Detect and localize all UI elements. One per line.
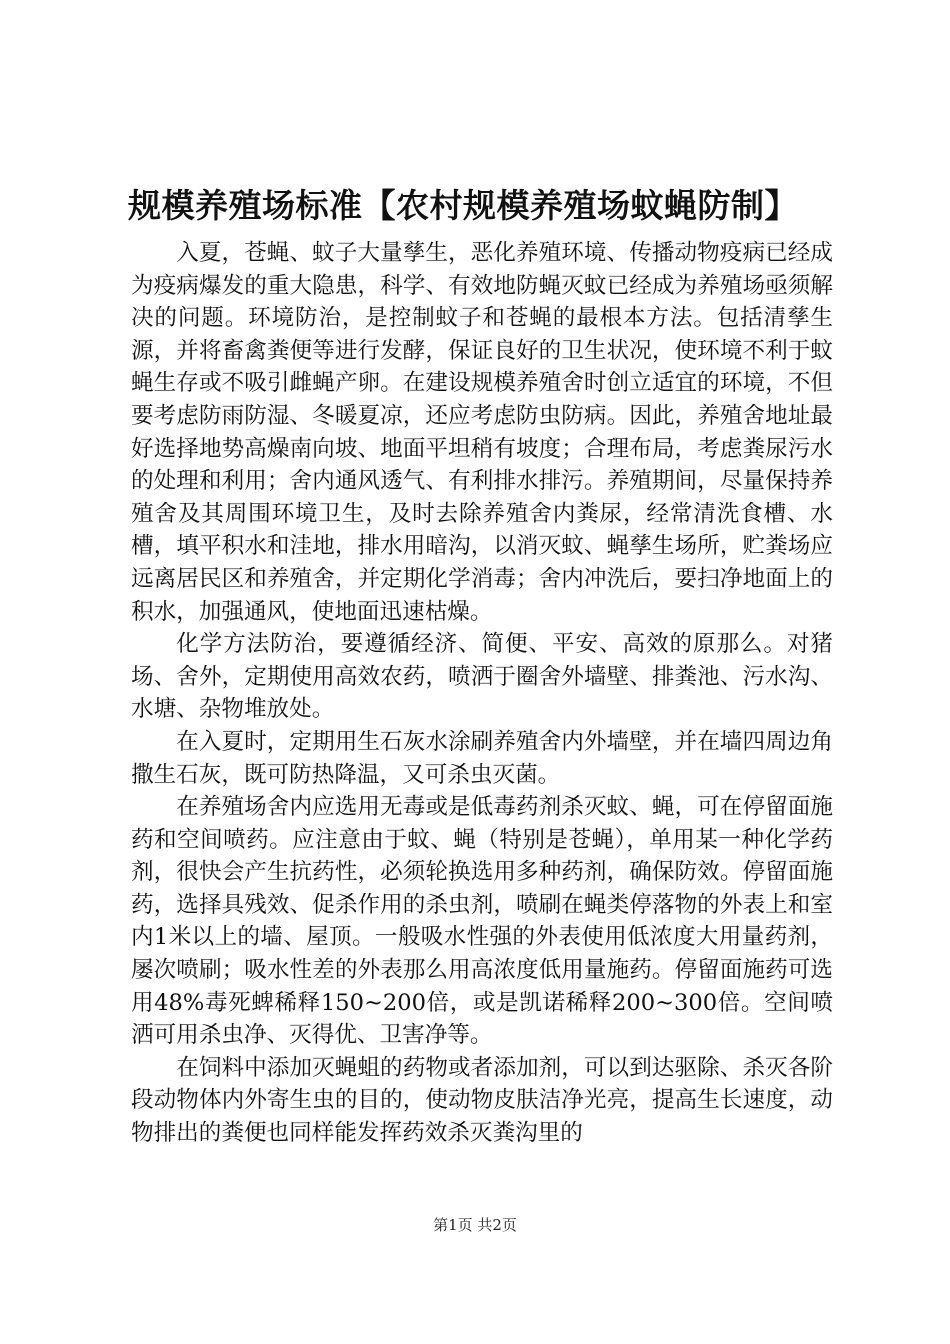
paragraph-4: 在养殖场舍内应选用无毒或是低毒药剂杀灭蚊、蝇，可在停留面施药和空间喷药。应注意由于蚊、蝇（特别是苍蝇），单用某一种化学药剂，很快会产生抗药性，必须轮换选用多种药剂，确保防效。停留面施药，选择具残效、促杀作用的杀虫剂，喷刷在蝇类停落物的外表上和室内1米以上的墙、屋顶。一般吸水性强的外表使用低浓度大用量药剂，屡次喷刷；吸水性差的外表那么用高浓度低用量施药。停留面施药可选用48%毒死蜱稀释150~200倍，或是凯诺稀释200~300倍。空间喷洒可用杀虫净、灭得优、卫害净等。 — [131, 794, 833, 1049]
paragraph-5: 在饲料中添加灭蝇蛆的药物或者添加剂，可以到达驱除、杀灭各阶段动物体内外寄生虫的目的，使动物皮肤洁净光亮，提高生长速度，动物排出的粪便也同样能发挥药效杀灭粪沟里的 — [131, 1054, 833, 1147]
paragraph-3: 在入夏时，定期用生石灰水涂刷养殖舍内外墙壁，并在墙四周边角撒生石灰，既可防热降温，又可杀虫灭菌。 — [131, 728, 833, 788]
paragraph-1: 入夏，苍蝇、蚊子大量孳生，恶化养殖环境、传播动物疫病已经成为疫病爆发的重大隐患，科学、有效地防蝇灭蚊已经成为养殖场亟须解决的问题。环境防治，是控制蚊子和苍蝇的最根本方法。包括清孳生源，并将畜禽粪便等进行发酵，保证良好的卫生状况，使环境不利于蚊蝇生存或不吸引雌蝇产卵。在建设规模养殖舍时创立适宜的环境，不但要考虑防雨防湿、冬暖夏凉，还应考虑防虫防病。因此，养殖舍地址最好选择地势高燥南向坡、地面平坦稍有坡度；合理布局，考虑粪尿污水的处理和利用；舍内通风透气、有利排水排污。养殖期间，尽量保持养殖舍及其周围环境卫生，及时去除养殖舍内粪尿，经常清洗食槽、水槽，填平积水和洼地，排水用暗沟，以消灭蚊、蝇孳生场所，贮粪场应远离居民区和养殖舍，并定期化学消毒；舍内冲洗后，要扫净地面上的积水，加强通风，使地面迅速枯燥。 — [131, 240, 833, 625]
document-body — [131, 237, 833, 1150]
page-footer: 第1页 共2页 — [433, 1216, 517, 1234]
document-title: 规模养殖场标准【农村规模养殖场蚊蝇防制】 — [128, 186, 798, 225]
paragraph-2: 化学方法防治，要遵循经济、简便、平安、高效的原那么。对猪场、舍外，定期使用高效农药，喷洒于圈舍外墙壁、排粪池、污水沟、水塘、杂物堆放处。 — [131, 631, 833, 723]
